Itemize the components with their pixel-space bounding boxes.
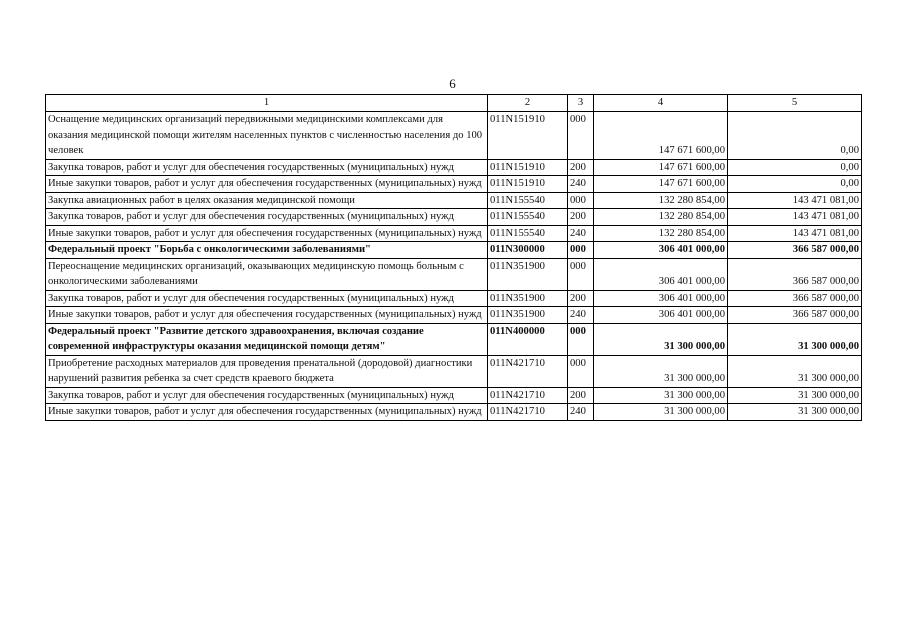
row-sum1-cell: 147 671 600,00: [594, 159, 728, 176]
row-name-cell: Иные закупки товаров, работ и услуг для обеспечения государственных (муниципальных) нужд: [46, 307, 488, 324]
row-code-cell: 011N155540: [488, 192, 568, 209]
row-code-cell: 011N351900: [488, 258, 568, 290]
row-name-cell: Приобретение расходных материалов для проведения пренатальной (дородовой) диагностики нарушений развития ребенка за счет средств краевого бюджета: [46, 355, 488, 387]
row-sum1-cell: 31 300 000,00: [594, 355, 728, 387]
row-sum2-cell: 0,00: [728, 112, 862, 160]
budget-table: [45, 94, 862, 421]
row-sum2-cell: 366 587 000,00: [728, 290, 862, 307]
row-name-cell: Переоснащение медицинских организаций, оказывающих медицинскую помощь больным с онкологическими заболеваниями: [46, 258, 488, 290]
row-sum1-cell: 147 671 600,00: [594, 112, 728, 160]
row-type-cell: 000: [568, 242, 594, 259]
row-sum1-cell: 31 300 000,00: [594, 323, 728, 355]
row-code-cell: 011N351900: [488, 307, 568, 324]
row-sum2-cell: 143 471 081,00: [728, 192, 862, 209]
row-name-cell: Иные закупки товаров, работ и услуг для обеспечения государственных (муниципальных) нужд: [46, 176, 488, 193]
row-sum1-cell: 306 401 000,00: [594, 242, 728, 259]
row-sum2-cell: 0,00: [728, 159, 862, 176]
column-header: 2: [488, 95, 568, 112]
table-row: [46, 192, 862, 209]
row-type-cell: 000: [568, 355, 594, 387]
row-type-cell: 000: [568, 323, 594, 355]
row-sum2-cell: 31 300 000,00: [728, 355, 862, 387]
table-row: [46, 112, 862, 160]
row-sum1-cell: 306 401 000,00: [594, 307, 728, 324]
row-sum1-cell: 147 671 600,00: [594, 176, 728, 193]
row-type-cell: 240: [568, 225, 594, 242]
row-name-cell: Федеральный проект "Борьба с онкологическими заболеваниями": [46, 242, 488, 259]
row-sum2-cell: 366 587 000,00: [728, 242, 862, 259]
row-name-cell: Закупка товаров, работ и услуг для обеспечения государственных (муниципальных) нужд: [46, 290, 488, 307]
row-type-cell: 000: [568, 192, 594, 209]
table-row: [46, 387, 862, 404]
row-type-cell: 240: [568, 404, 594, 421]
row-sum1-cell: 132 280 854,00: [594, 192, 728, 209]
table-row: [46, 159, 862, 176]
table-row: [46, 176, 862, 193]
row-sum2-cell: 366 587 000,00: [728, 258, 862, 290]
row-code-cell: 011N421710: [488, 404, 568, 421]
row-sum1-cell: 31 300 000,00: [594, 404, 728, 421]
row-name-cell: Иные закупки товаров, работ и услуг для обеспечения государственных (муниципальных) нужд: [46, 225, 488, 242]
table-row: [46, 225, 862, 242]
row-name-cell: Закупка авиационных работ в целях оказания медицинской помощи: [46, 192, 488, 209]
row-sum2-cell: 31 300 000,00: [728, 404, 862, 421]
row-name-cell: Оснащение медицинских организаций передвижными медицинскими комплексами для оказания медицинской помощи жителям населенных пунктов с численностью населения до 100 человек: [46, 112, 488, 160]
table-row: [46, 355, 862, 387]
row-sum1-cell: 132 280 854,00: [594, 225, 728, 242]
row-sum2-cell: 366 587 000,00: [728, 307, 862, 324]
table-header-row: [46, 95, 862, 112]
table-row: [46, 242, 862, 259]
row-sum2-cell: 143 471 081,00: [728, 225, 862, 242]
row-code-cell: 011N151910: [488, 176, 568, 193]
row-type-cell: 200: [568, 159, 594, 176]
row-name-cell: Закупка товаров, работ и услуг для обеспечения государственных (муниципальных) нужд: [46, 387, 488, 404]
row-sum1-cell: 132 280 854,00: [594, 209, 728, 226]
row-name-cell: Закупка товаров, работ и услуг для обеспечения государственных (муниципальных) нужд: [46, 209, 488, 226]
row-sum1-cell: 306 401 000,00: [594, 258, 728, 290]
row-code-cell: 011N155540: [488, 209, 568, 226]
row-code-cell: 011N151910: [488, 159, 568, 176]
row-type-cell: 200: [568, 387, 594, 404]
table-row: [46, 323, 862, 355]
row-code-cell: 011N155540: [488, 225, 568, 242]
row-code-cell: 011N300000: [488, 242, 568, 259]
row-name-cell: Федеральный проект "Развитие детского здравоохранения, включая создание современной инфраструктуры оказания медицинской помощи детям": [46, 323, 488, 355]
row-type-cell: 200: [568, 290, 594, 307]
row-sum1-cell: 306 401 000,00: [594, 290, 728, 307]
row-type-cell: 000: [568, 258, 594, 290]
table-row: [46, 258, 862, 290]
row-code-cell: 011N400000: [488, 323, 568, 355]
row-code-cell: 011N421710: [488, 355, 568, 387]
column-header: 5: [728, 95, 862, 112]
row-sum2-cell: 0,00: [728, 176, 862, 193]
row-type-cell: 200: [568, 209, 594, 226]
table-row: [46, 290, 862, 307]
row-sum1-cell: 31 300 000,00: [594, 387, 728, 404]
page-number: 6: [449, 76, 456, 91]
row-code-cell: 011N151910: [488, 112, 568, 160]
row-type-cell: 000: [568, 112, 594, 160]
row-sum2-cell: 31 300 000,00: [728, 323, 862, 355]
row-sum2-cell: 31 300 000,00: [728, 387, 862, 404]
row-type-cell: 240: [568, 176, 594, 193]
column-header: 1: [46, 95, 488, 112]
table-row: [46, 307, 862, 324]
row-type-cell: 240: [568, 307, 594, 324]
table-row: [46, 404, 862, 421]
row-code-cell: 011N351900: [488, 290, 568, 307]
column-header: 3: [568, 95, 594, 112]
row-sum2-cell: 143 471 081,00: [728, 209, 862, 226]
table-row: [46, 209, 862, 226]
row-name-cell: Закупка товаров, работ и услуг для обеспечения государственных (муниципальных) нужд: [46, 159, 488, 176]
row-name-cell: Иные закупки товаров, работ и услуг для обеспечения государственных (муниципальных) нужд: [46, 404, 488, 421]
row-code-cell: 011N421710: [488, 387, 568, 404]
column-header: 4: [594, 95, 728, 112]
